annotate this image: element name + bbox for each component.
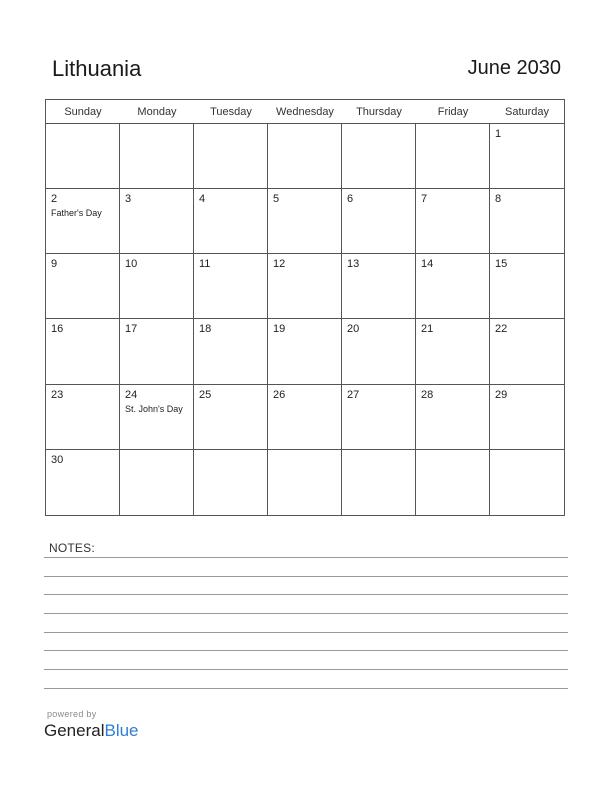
day-cell <box>268 385 342 450</box>
weekday-header: Wednesday <box>268 100 342 124</box>
day-cell <box>46 124 120 189</box>
day-cell <box>268 450 342 515</box>
notes-line <box>44 632 568 633</box>
day-cell <box>342 189 416 254</box>
day-number: 1 <box>495 128 502 140</box>
day-cell <box>416 450 490 515</box>
day-cell <box>46 450 120 515</box>
day-number: 23 <box>51 388 64 401</box>
day-cell <box>490 385 564 450</box>
day-cell <box>490 124 564 189</box>
day-cell <box>342 124 416 189</box>
day-cell <box>194 189 268 254</box>
day-cell <box>416 189 490 254</box>
holiday-label: Father's Day <box>51 208 102 219</box>
holiday-label: St. John's Day <box>125 403 183 414</box>
weekday-header: Sunday <box>46 100 120 124</box>
day-number: 21 <box>421 323 434 336</box>
day-number: 29 <box>495 388 508 401</box>
day-cell <box>194 450 268 515</box>
day-number: 22 <box>495 323 508 336</box>
day-cell <box>46 254 120 319</box>
notes-line <box>44 576 568 577</box>
day-cell <box>194 124 268 189</box>
notes-label: NOTES: <box>49 541 95 555</box>
day-cell <box>416 385 490 450</box>
brand-blue: Blue <box>104 721 139 740</box>
weekday-header: Saturday <box>490 100 564 124</box>
day-cell <box>120 450 194 515</box>
day-cell <box>342 254 416 319</box>
day-number: 5 <box>273 193 280 206</box>
day-cell <box>46 189 120 254</box>
powered-by-text: powered by <box>47 709 97 719</box>
day-number: 12 <box>273 258 286 271</box>
day-number: 20 <box>347 323 360 336</box>
country-title: Lithuania <box>52 56 142 81</box>
day-cell <box>268 254 342 319</box>
day-cell <box>490 189 564 254</box>
day-number: 10 <box>125 258 138 271</box>
notes-line <box>44 557 568 558</box>
brand-general: General <box>44 721 105 740</box>
day-cell <box>416 319 490 384</box>
weekday-header: Monday <box>120 100 194 124</box>
notes-line <box>44 594 568 595</box>
day-cell <box>120 124 194 189</box>
day-number: 4 <box>199 193 206 206</box>
month-year-title: June 2030 <box>467 57 561 79</box>
day-cell <box>342 385 416 450</box>
weekday-header: Thursday <box>342 100 416 124</box>
day-cell <box>46 385 120 450</box>
day-number: 15 <box>495 258 508 271</box>
day-cell <box>342 319 416 384</box>
weekday-header: Friday <box>416 100 490 124</box>
day-number: 26 <box>273 388 286 401</box>
day-number: 9 <box>51 258 58 271</box>
day-number: 30 <box>51 453 64 466</box>
day-cell <box>194 319 268 384</box>
day-number: 25 <box>199 388 212 401</box>
day-number: 6 <box>347 193 354 206</box>
day-number: 18 <box>199 323 212 336</box>
day-cell <box>46 319 120 384</box>
day-cell <box>490 254 564 319</box>
day-number: 17 <box>125 323 138 336</box>
calendar-grid <box>45 99 565 516</box>
day-cell <box>416 254 490 319</box>
day-cell <box>120 319 194 384</box>
day-cell <box>194 254 268 319</box>
day-number: 8 <box>495 193 502 206</box>
notes-line <box>44 650 568 651</box>
day-number: 16 <box>51 323 64 336</box>
day-cell <box>268 189 342 254</box>
weekday-header: Tuesday <box>194 100 268 124</box>
day-cell <box>490 319 564 384</box>
day-number: 19 <box>273 323 286 336</box>
day-number: 13 <box>347 258 360 271</box>
day-number: 7 <box>421 193 428 206</box>
brand-logo[interactable] <box>44 721 139 741</box>
day-cell <box>268 319 342 384</box>
day-cell <box>416 124 490 189</box>
day-cell <box>120 385 194 450</box>
day-cell <box>120 254 194 319</box>
day-number: 2 <box>51 193 58 206</box>
day-cell <box>268 124 342 189</box>
day-cell <box>120 189 194 254</box>
notes-line <box>44 688 568 689</box>
day-number: 11 <box>199 258 211 271</box>
day-cell <box>490 450 564 515</box>
day-number: 28 <box>421 388 434 401</box>
day-number: 14 <box>421 258 434 271</box>
day-cell <box>194 385 268 450</box>
day-cell <box>342 450 416 515</box>
notes-line <box>44 669 568 670</box>
day-number: 24 <box>125 388 138 401</box>
day-number: 3 <box>125 193 132 206</box>
day-number: 27 <box>347 388 360 401</box>
notes-line <box>44 613 568 614</box>
